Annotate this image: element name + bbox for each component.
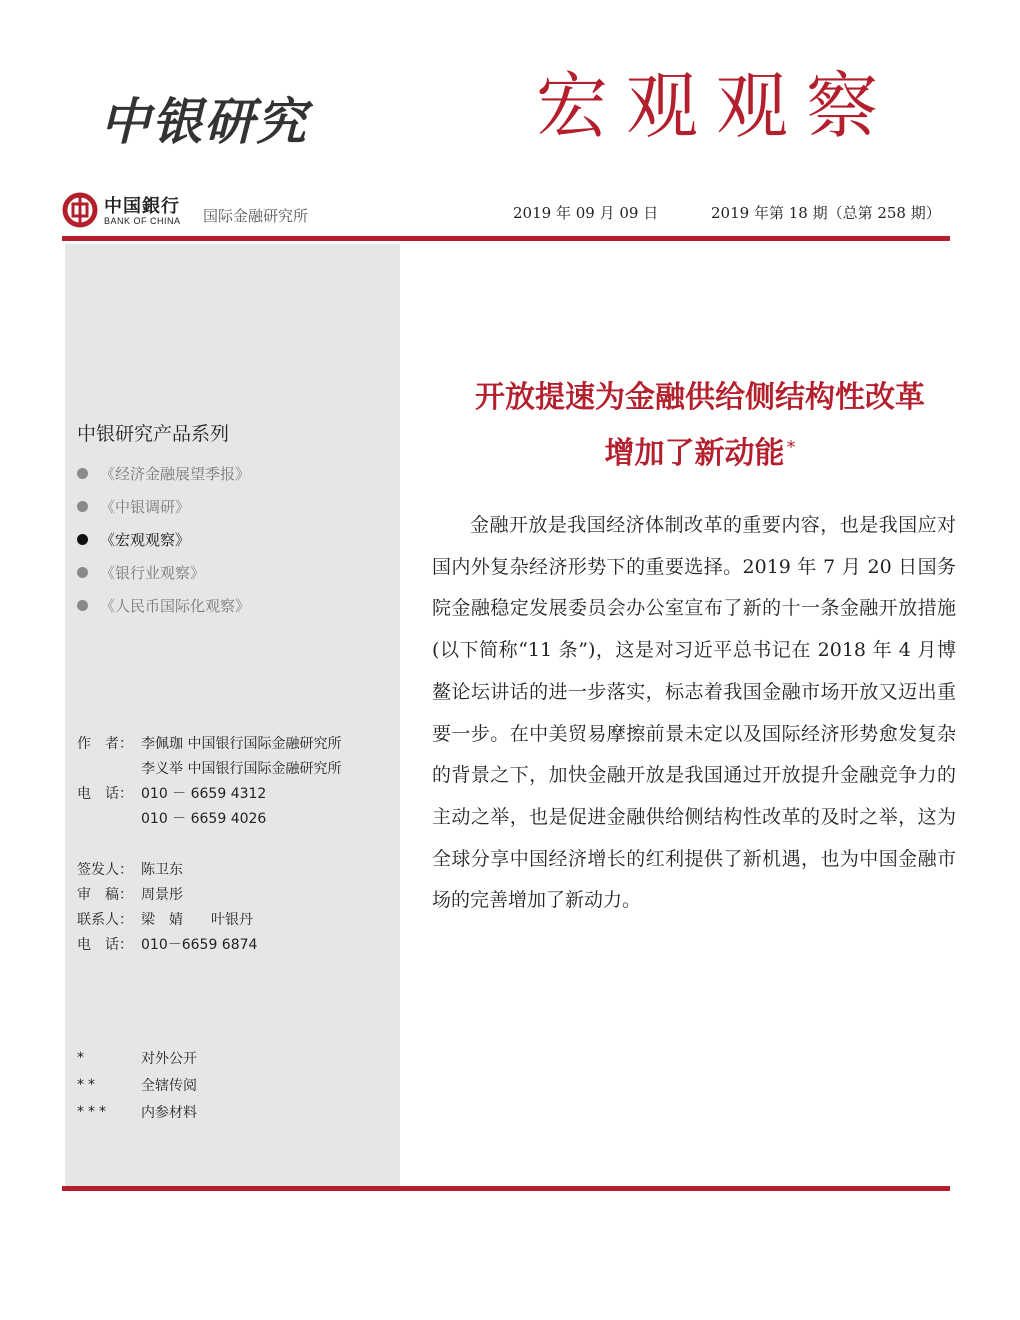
contact-label: 联系人： <box>77 911 133 928</box>
access-stars: ** <box>77 1076 99 1093</box>
bottom-divider <box>62 1186 950 1191</box>
access-level-row <box>77 1071 197 1098</box>
access-label: 全辖传阅 <box>141 1077 197 1094</box>
bullet-icon <box>77 600 88 611</box>
phone-number: 010－6659 6874 <box>141 936 258 953</box>
editorial-info <box>77 856 257 956</box>
series-item-label: 《中银调研》 <box>100 498 191 516</box>
series-item <box>77 589 250 622</box>
series-item-label: 《银行业观察》 <box>100 564 206 582</box>
phone-row <box>77 805 341 830</box>
issue-number: 2019 年第 18 期（总第 258 期） <box>711 204 941 222</box>
access-levels <box>77 1044 197 1125</box>
reviewer-row <box>77 881 257 906</box>
contact-row <box>77 906 257 931</box>
footnote-mark: * <box>786 437 796 458</box>
author-name: 李佩珈 中国银行国际金融研究所 <box>141 735 342 752</box>
bullet-icon <box>77 534 88 545</box>
article-title-line-2 <box>420 426 980 482</box>
article-title-text: 增加了新动能 <box>604 436 785 471</box>
phone-label: 电 话： <box>77 785 133 802</box>
author-row <box>77 755 341 780</box>
series-item-label: 《经济金融展望季报》 <box>100 465 251 483</box>
series-item-label: 《宏观观察》 <box>100 531 191 549</box>
report-title: 宏观观察 <box>536 64 897 148</box>
phone-row <box>77 780 341 805</box>
series-list <box>77 457 250 622</box>
article-body: 金融开放是我国经济体制改革的重要内容，也是我国应对国内外复杂经济形势下的重要选择。2019 年 7 月 20 日国务院金融稳定发展委员会办公室宣布了新的十一条金融开放措施(以下简称“11 条”)，这是对习近平总书记在 2018 年 4 月博鳌论坛讲话的进一步落实，标志着我国金融市场开放又迈出重要一步。在中美贸易摩擦前景未定以及国际经济形势愈发复杂的背景之下，加快金融开放是我国通过开放提升金融竞争力的主动之举，也是促进金融供给侧结构性改革的及时之举，这为全球分享中国经济增长的红利提供了新机遇，也为中国金融市场的完善增加了新动力。 <box>432 514 956 912</box>
access-stars: *** <box>77 1103 110 1120</box>
article-title-line-1: 开放提速为金融供给侧结构性改革 <box>475 380 925 415</box>
author-row <box>77 730 341 755</box>
phone-row <box>77 931 257 956</box>
issuer-label: 签发人： <box>77 861 133 878</box>
access-label: 对外公开 <box>141 1050 197 1067</box>
bank-of-china-logo <box>62 192 192 234</box>
bank-name-english: BANK OF CHINA <box>104 216 181 226</box>
series-item <box>77 556 250 589</box>
bank-name-chinese: 中国銀行 <box>104 196 180 217</box>
series-item <box>77 490 250 523</box>
phone-number: 010 － 6659 4026 <box>141 810 267 827</box>
bank-of-china-emblem-icon <box>62 192 98 228</box>
series-item <box>77 457 250 490</box>
reviewer-label: 审 稿： <box>77 886 133 903</box>
series-title: 中银研究产品系列 <box>77 423 230 445</box>
contact-names: 梁 婧 叶银丹 <box>141 911 253 928</box>
author-info <box>77 730 341 830</box>
issuer-row <box>77 856 257 881</box>
phone-number: 010 － 6659 4312 <box>141 785 267 802</box>
bullet-icon <box>77 567 88 578</box>
article-title <box>420 370 980 482</box>
top-divider <box>62 236 950 241</box>
series-item-current <box>77 523 250 556</box>
issuer-name: 陈卫东 <box>141 861 183 878</box>
institute-name: 国际金融研究所 <box>203 207 309 225</box>
publication-date: 2019 年 09 月 09 日 <box>513 204 659 222</box>
access-stars: * <box>77 1049 88 1066</box>
author-label: 作 者： <box>77 735 133 752</box>
access-level-row <box>77 1098 197 1125</box>
access-level-row <box>77 1044 197 1071</box>
author-name: 李义举 中国银行国际金融研究所 <box>141 760 342 777</box>
reviewer-name: 周景彤 <box>141 886 183 903</box>
bullet-icon <box>77 468 88 479</box>
bullet-icon <box>77 501 88 512</box>
phone-label: 电 话： <box>77 936 133 953</box>
access-label: 内参材料 <box>141 1104 197 1121</box>
series-item-label: 《人民币国际化观察》 <box>100 597 251 615</box>
research-logo: 中银研究 <box>100 92 308 151</box>
